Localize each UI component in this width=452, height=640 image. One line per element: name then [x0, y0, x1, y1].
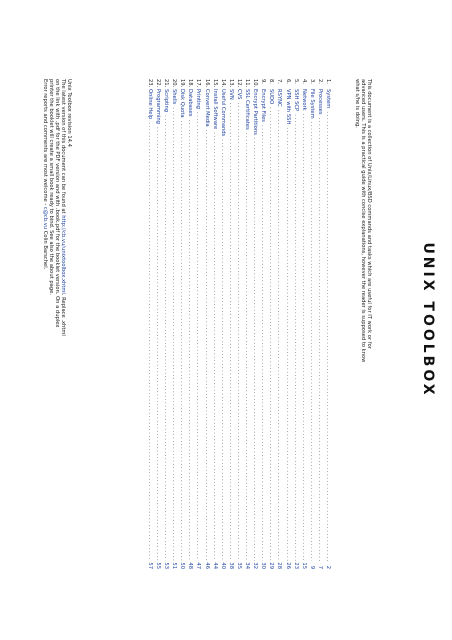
document-url-link[interactable]: http://cb.vu/unixtoolbox.xhtml	[60, 215, 66, 294]
toc-entry[interactable]	[235, 79, 243, 569]
toc-entry[interactable]	[178, 79, 186, 569]
toc-entry-number: 9.	[260, 79, 267, 84]
toc-entry-link[interactable]: Processes	[316, 89, 323, 115]
toc-page-number[interactable]: 28	[276, 562, 283, 569]
toc-entry[interactable]	[162, 79, 170, 569]
toc-leader-dots	[178, 118, 186, 561]
toc-page-number[interactable]: 7	[316, 565, 323, 569]
toc-entry-link[interactable]: Network	[300, 89, 307, 111]
toc-entry-number: 14.	[219, 79, 226, 88]
toc-entry-link[interactable]: Online Help	[146, 89, 153, 120]
toc-entry-number: 13.	[227, 79, 234, 88]
author-name: Colin Barschel.	[42, 229, 48, 270]
toc-leader-dots	[316, 115, 324, 561]
toc-page-number[interactable]: 48	[187, 562, 194, 569]
toc-entry-link[interactable]: Encrypt Partitions	[252, 89, 259, 135]
toc-entry[interactable]	[324, 79, 332, 569]
toc-entry-link[interactable]: SVN	[227, 89, 234, 100]
toc-entry[interactable]	[308, 79, 316, 569]
toc-leader-dots	[235, 99, 243, 561]
document-title: UNIX TOOLBOX	[420, 242, 436, 398]
contact-text: Error reports and comments are most welcome -	[42, 79, 48, 207]
toc-entry-number: 21.	[163, 79, 170, 88]
toc-entry-number: 4.	[300, 79, 307, 84]
toc-entry-number: 22.	[155, 79, 162, 88]
toc-page-number[interactable]: 50	[179, 562, 186, 569]
toc-leader-dots	[146, 119, 154, 561]
toc-entry-link[interactable]: Printing	[195, 89, 202, 109]
toc-entry[interactable]	[154, 79, 162, 569]
toc-leader-dots	[211, 129, 219, 561]
toc-page-number[interactable]: 46	[203, 562, 210, 569]
toc-entry[interactable]	[203, 79, 211, 569]
toc-entry[interactable]	[194, 79, 202, 569]
toc-entry-link[interactable]: CVS	[235, 89, 242, 100]
toc-entry[interactable]	[316, 79, 324, 569]
toc-leader-dots	[267, 104, 275, 561]
toc-entry-link[interactable]: Disk Quota	[179, 89, 186, 118]
toc-entry-number: 7.	[276, 79, 283, 84]
toc-entry-number: 20.	[171, 79, 178, 88]
toc-entry-link[interactable]: RSYNC	[276, 89, 283, 107]
toc-page-number[interactable]: 53	[163, 562, 170, 569]
toc-entry-link[interactable]: Scripting	[163, 89, 170, 113]
toc-entry-link[interactable]: Encrypt Files	[260, 89, 267, 122]
toc-page-number[interactable]: 47	[195, 562, 202, 569]
toc-leader-dots	[308, 119, 316, 561]
toc-leader-dots	[324, 108, 332, 561]
toc-entry-number: 17.	[195, 79, 202, 88]
email-link[interactable]: c@cb.vu	[42, 206, 48, 230]
toc-page-number[interactable]: 9	[308, 565, 315, 569]
toc-leader-dots	[186, 116, 194, 561]
toc-leader-dots	[203, 127, 211, 561]
toc-entry-number: 1.	[325, 79, 331, 84]
toc-page-number[interactable]: 2	[325, 565, 331, 569]
toc-leader-dots	[300, 111, 308, 561]
toc-entry[interactable]	[292, 79, 300, 569]
toc-page-number[interactable]: 15	[300, 562, 307, 569]
toc-entry[interactable]	[251, 79, 259, 569]
toc-leader-dots	[219, 136, 227, 561]
toc-entry-link[interactable]: Useful Commands	[219, 89, 226, 137]
toc-entry[interactable]	[227, 79, 235, 569]
toc-entry-number: 11.	[244, 79, 251, 88]
toc-entry[interactable]	[186, 79, 194, 569]
toc-page-number[interactable]: 30	[260, 562, 267, 569]
intro-paragraph: This document is a collection of Unix/Linux/BSD commands and tasks which are useful for IT work or for advanced users. This is a practical guide with concise explanations, however the reader is supposed to know what s/he is doing.	[354, 79, 372, 363]
toc-leader-dots	[292, 111, 300, 561]
revision-footer	[42, 79, 72, 479]
toc-page-number[interactable]: 35	[235, 562, 242, 569]
toc-entry-link[interactable]: Databases	[187, 89, 194, 117]
latest-version-line	[60, 79, 66, 479]
toc-entry[interactable]	[259, 79, 267, 569]
toc-entry-number: 19.	[179, 79, 186, 88]
toc-page-number[interactable]: 55	[155, 562, 162, 569]
toc-page-number[interactable]: 44	[211, 562, 218, 569]
toc-entry-number: 3.	[308, 79, 315, 84]
toc-entry[interactable]	[275, 79, 283, 569]
toc-entry-link[interactable]: Install Software	[211, 89, 218, 130]
toc-entry-link[interactable]: System	[325, 89, 331, 109]
latest-version-text: The latest version of this document can be found at	[60, 79, 66, 216]
toc-entry-link[interactable]: VPN with SSH	[284, 89, 291, 125]
toc-entry[interactable]	[219, 79, 227, 569]
toc-page-number[interactable]: 23	[292, 562, 299, 569]
toc-leader-dots	[275, 107, 283, 561]
toc-entry[interactable]	[170, 79, 178, 569]
toc-leader-dots	[170, 104, 178, 561]
booklet-line: printer the booklet will create a small book ready to bind. See also the about page.	[48, 79, 54, 295]
toc-entry-link[interactable]: SSL Certificates	[244, 89, 251, 130]
toc-entry-link[interactable]: Convert Media	[203, 89, 210, 127]
revision-line: Unix Toolbox revision 14.4	[66, 79, 72, 147]
toc-entry-number: 18.	[187, 79, 194, 88]
toc-leader-dots	[154, 124, 162, 561]
toc-leader-dots	[162, 112, 170, 561]
toc-entry[interactable]	[267, 79, 275, 569]
pdf-version-line: on the link with .pdf for the PDF version and with .book.pdf for the booklet version. On a duplex	[54, 79, 60, 328]
toc-page-number[interactable]: 29	[268, 562, 275, 569]
toc-entry-number: 6.	[284, 79, 291, 84]
toc-entry[interactable]	[146, 79, 154, 569]
toc-entry-link[interactable]: SUDO	[268, 89, 275, 105]
toc-entry[interactable]	[211, 79, 219, 569]
toc-entry-link[interactable]: File System	[308, 89, 315, 119]
toc-entry-link[interactable]: Programming	[155, 89, 162, 124]
toc-page-number[interactable]: 32	[252, 562, 259, 569]
toc-page-number[interactable]: 57	[146, 562, 153, 569]
toc-entry-link[interactable]: Shells	[171, 89, 178, 105]
toc-entry[interactable]	[243, 79, 251, 569]
replace-xhtml-text: . Replace .xhtml	[60, 293, 66, 336]
toc-page-number[interactable]: 34	[244, 562, 251, 569]
toc-leader-dots	[243, 130, 251, 561]
toc-entry[interactable]	[300, 79, 308, 569]
toc-entry-number: 5.	[292, 79, 299, 84]
toc-page-number[interactable]: 51	[171, 562, 178, 569]
toc-page-number[interactable]: 40	[219, 562, 226, 569]
toc-entry-number: 8.	[268, 79, 275, 84]
toc-entry-number: 10.	[252, 79, 259, 88]
toc-leader-dots	[194, 109, 202, 561]
toc-entry-number: 12.	[235, 79, 242, 88]
toc-leader-dots	[251, 135, 259, 561]
toc-entry-number: 23.	[146, 79, 153, 88]
toc-page-number[interactable]: 26	[284, 562, 291, 569]
toc-entry[interactable]	[283, 79, 291, 569]
toc-entry-number: 2.	[316, 79, 323, 84]
toc-entry-link[interactable]: SSH SCP	[292, 89, 299, 112]
table-of-contents	[146, 79, 332, 569]
toc-page-number[interactable]: 38	[227, 562, 234, 569]
toc-entry-number: 16.	[203, 79, 210, 88]
toc-entry-number: 15.	[211, 79, 218, 88]
toc-leader-dots	[259, 122, 267, 561]
toc-leader-dots	[283, 124, 291, 561]
toc-leader-dots	[227, 100, 235, 561]
